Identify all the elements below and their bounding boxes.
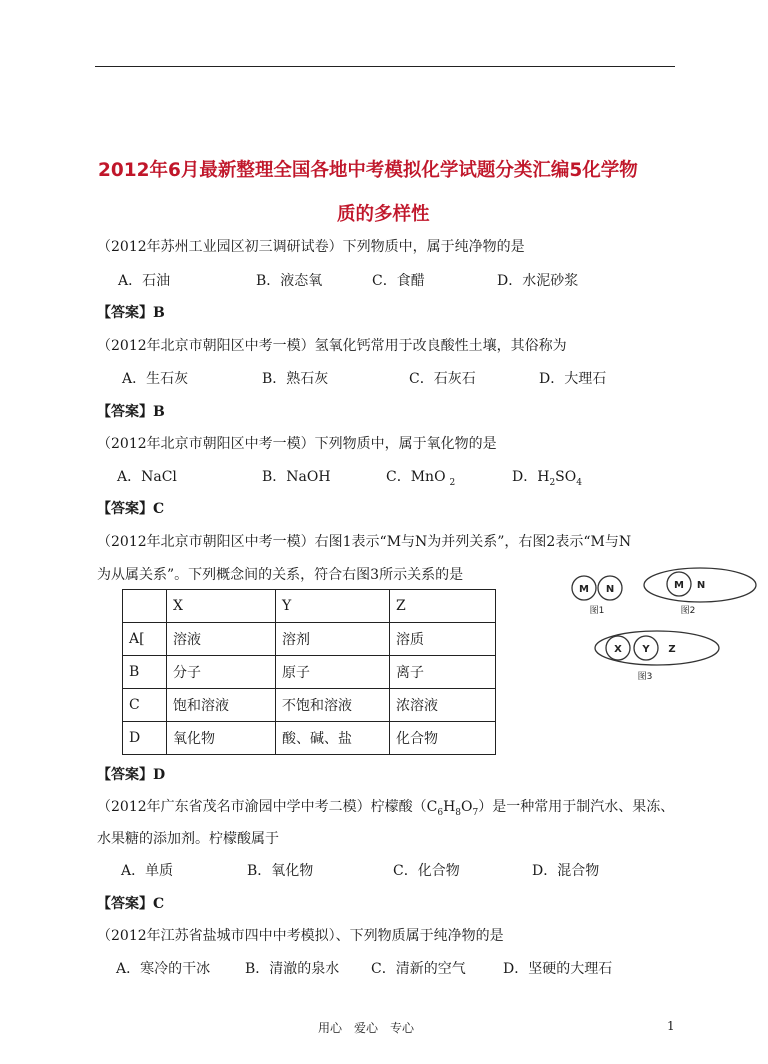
q5-stem-line1: （2012年广东省茂名市渝园中学中考二模）柠檬酸$(C_6H_8O_7)$是一种常用于制汽水、果冻、 — [97, 799, 675, 818]
table-row — [123, 722, 496, 755]
q6-option-d: D．坚硬的大理石 — [503, 961, 613, 977]
fig3-label-y: Y — [642, 644, 650, 655]
q5-option-d: D．混合物 — [532, 863, 600, 879]
q3-option-d: D．$H_2SO_4$ — [512, 469, 582, 488]
fig2-label-m: M — [674, 580, 684, 591]
table-cell: 浓溶液 — [390, 689, 496, 722]
table-cell: D — [123, 722, 167, 755]
table-cell: A[ — [123, 623, 167, 656]
table-row — [123, 656, 496, 689]
q4-stem-line2: 为从属关系”。下列概念间的关系，符合右图3所示关系的是 — [97, 567, 464, 583]
q3-option-c: C．MnO $_2$ — [386, 469, 456, 488]
table-cell: 不饱和溶液 — [276, 689, 390, 722]
fig3-caption: 图3 — [637, 672, 653, 682]
fig1-label-m: M — [579, 584, 589, 595]
q6-stem: （2012年江苏省盐城市四中中考模拟）、下列物质属于纯净物的是 — [97, 928, 504, 944]
q5-answer: 【答案】C — [97, 896, 165, 912]
q5-option-c: C．化合物 — [393, 863, 460, 879]
fig3-label-z: Z — [668, 644, 676, 655]
fig1-label-n: N — [605, 584, 615, 595]
q3-stem: （2012年北京市朝阳区中考一模）下列物质中，属于氧化物的是 — [97, 436, 497, 452]
q2-stem: （2012年北京市朝阳区中考一模）氢氧化钙常用于改良酸性土壤，其俗称为 — [97, 338, 567, 354]
q5-option-b: B．氧化物 — [247, 863, 314, 879]
q1-option-c: C．食醋 — [372, 273, 425, 289]
q4-answer: 【答案】D — [97, 767, 166, 783]
q3-answer: 【答案】C — [97, 501, 165, 517]
fig3-label-x: X — [614, 644, 622, 655]
header-rule — [95, 66, 675, 67]
fig2-label-n: N — [696, 580, 706, 591]
q4-table — [122, 589, 496, 755]
table-cell: 离子 — [390, 656, 496, 689]
table-cell: X — [167, 590, 276, 623]
table-cell: 溶剂 — [276, 623, 390, 656]
q1-answer: 【答案】B — [97, 305, 165, 321]
q2-option-d: D．大理石 — [539, 371, 607, 387]
table-cell: 化合物 — [390, 722, 496, 755]
table-row — [123, 689, 496, 722]
table-cell: B — [123, 656, 167, 689]
q1-option-b: B．液态氧 — [256, 273, 323, 289]
q6-option-c: C．清新的空气 — [371, 961, 466, 977]
page-number: 1 — [667, 1019, 675, 1033]
table-row — [123, 623, 496, 656]
table-cell: 酸、碱、盐 — [276, 722, 390, 755]
q2-option-a: A．生石灰 — [122, 371, 189, 387]
table-cell: 分子 — [167, 656, 276, 689]
q2-answer: 【答案】B — [97, 404, 165, 420]
table-cell — [123, 590, 167, 623]
fig2-caption: 图2 — [680, 606, 696, 616]
q3-option-b: B．NaOH — [262, 469, 331, 485]
table-cell: 氧化物 — [167, 722, 276, 755]
q1-option-d: D．水泥砂浆 — [497, 273, 579, 289]
footer-text: 用心 爱心 专心 — [318, 1021, 415, 1035]
fig1-caption: 图1 — [589, 606, 605, 616]
q4-relation-figure — [560, 566, 760, 686]
q6-option-a: A．寒冷的干冰 — [116, 961, 211, 977]
table-cell: C — [123, 689, 167, 722]
document-title-line1: 2012年6月最新整理全国各地中考模拟化学试题分类汇编5化学物 — [98, 160, 638, 181]
table-cell: 溶质 — [390, 623, 496, 656]
table-row — [123, 590, 496, 623]
table-cell: 饱和溶液 — [167, 689, 276, 722]
table-cell: 原子 — [276, 656, 390, 689]
q5-option-a: A．单质 — [121, 863, 174, 879]
q2-option-b: B．熟石灰 — [262, 371, 329, 387]
q1-stem: （2012年苏州工业园区初三调研试卷）下列物质中，属于纯净物的是 — [97, 239, 525, 255]
q1-option-a: A．石油 — [118, 273, 171, 289]
q6-option-b: B．清澈的泉水 — [245, 961, 340, 977]
document-title-line2: 质的多样性 — [337, 204, 430, 225]
q4-stem-line1: （2012年北京市朝阳区中考一模）右图1表示“M与N为并列关系”，右图2表示“M与N — [97, 534, 632, 550]
q5-stem-line2: 水果糖的添加剂。柠檬酸属于 — [97, 831, 279, 847]
table-cell: Z — [390, 590, 496, 623]
q2-option-c: C．石灰石 — [409, 371, 476, 387]
table-cell: Y — [276, 590, 390, 623]
q3-option-a: A．NaCl — [117, 469, 177, 485]
table-cell: 溶液 — [167, 623, 276, 656]
